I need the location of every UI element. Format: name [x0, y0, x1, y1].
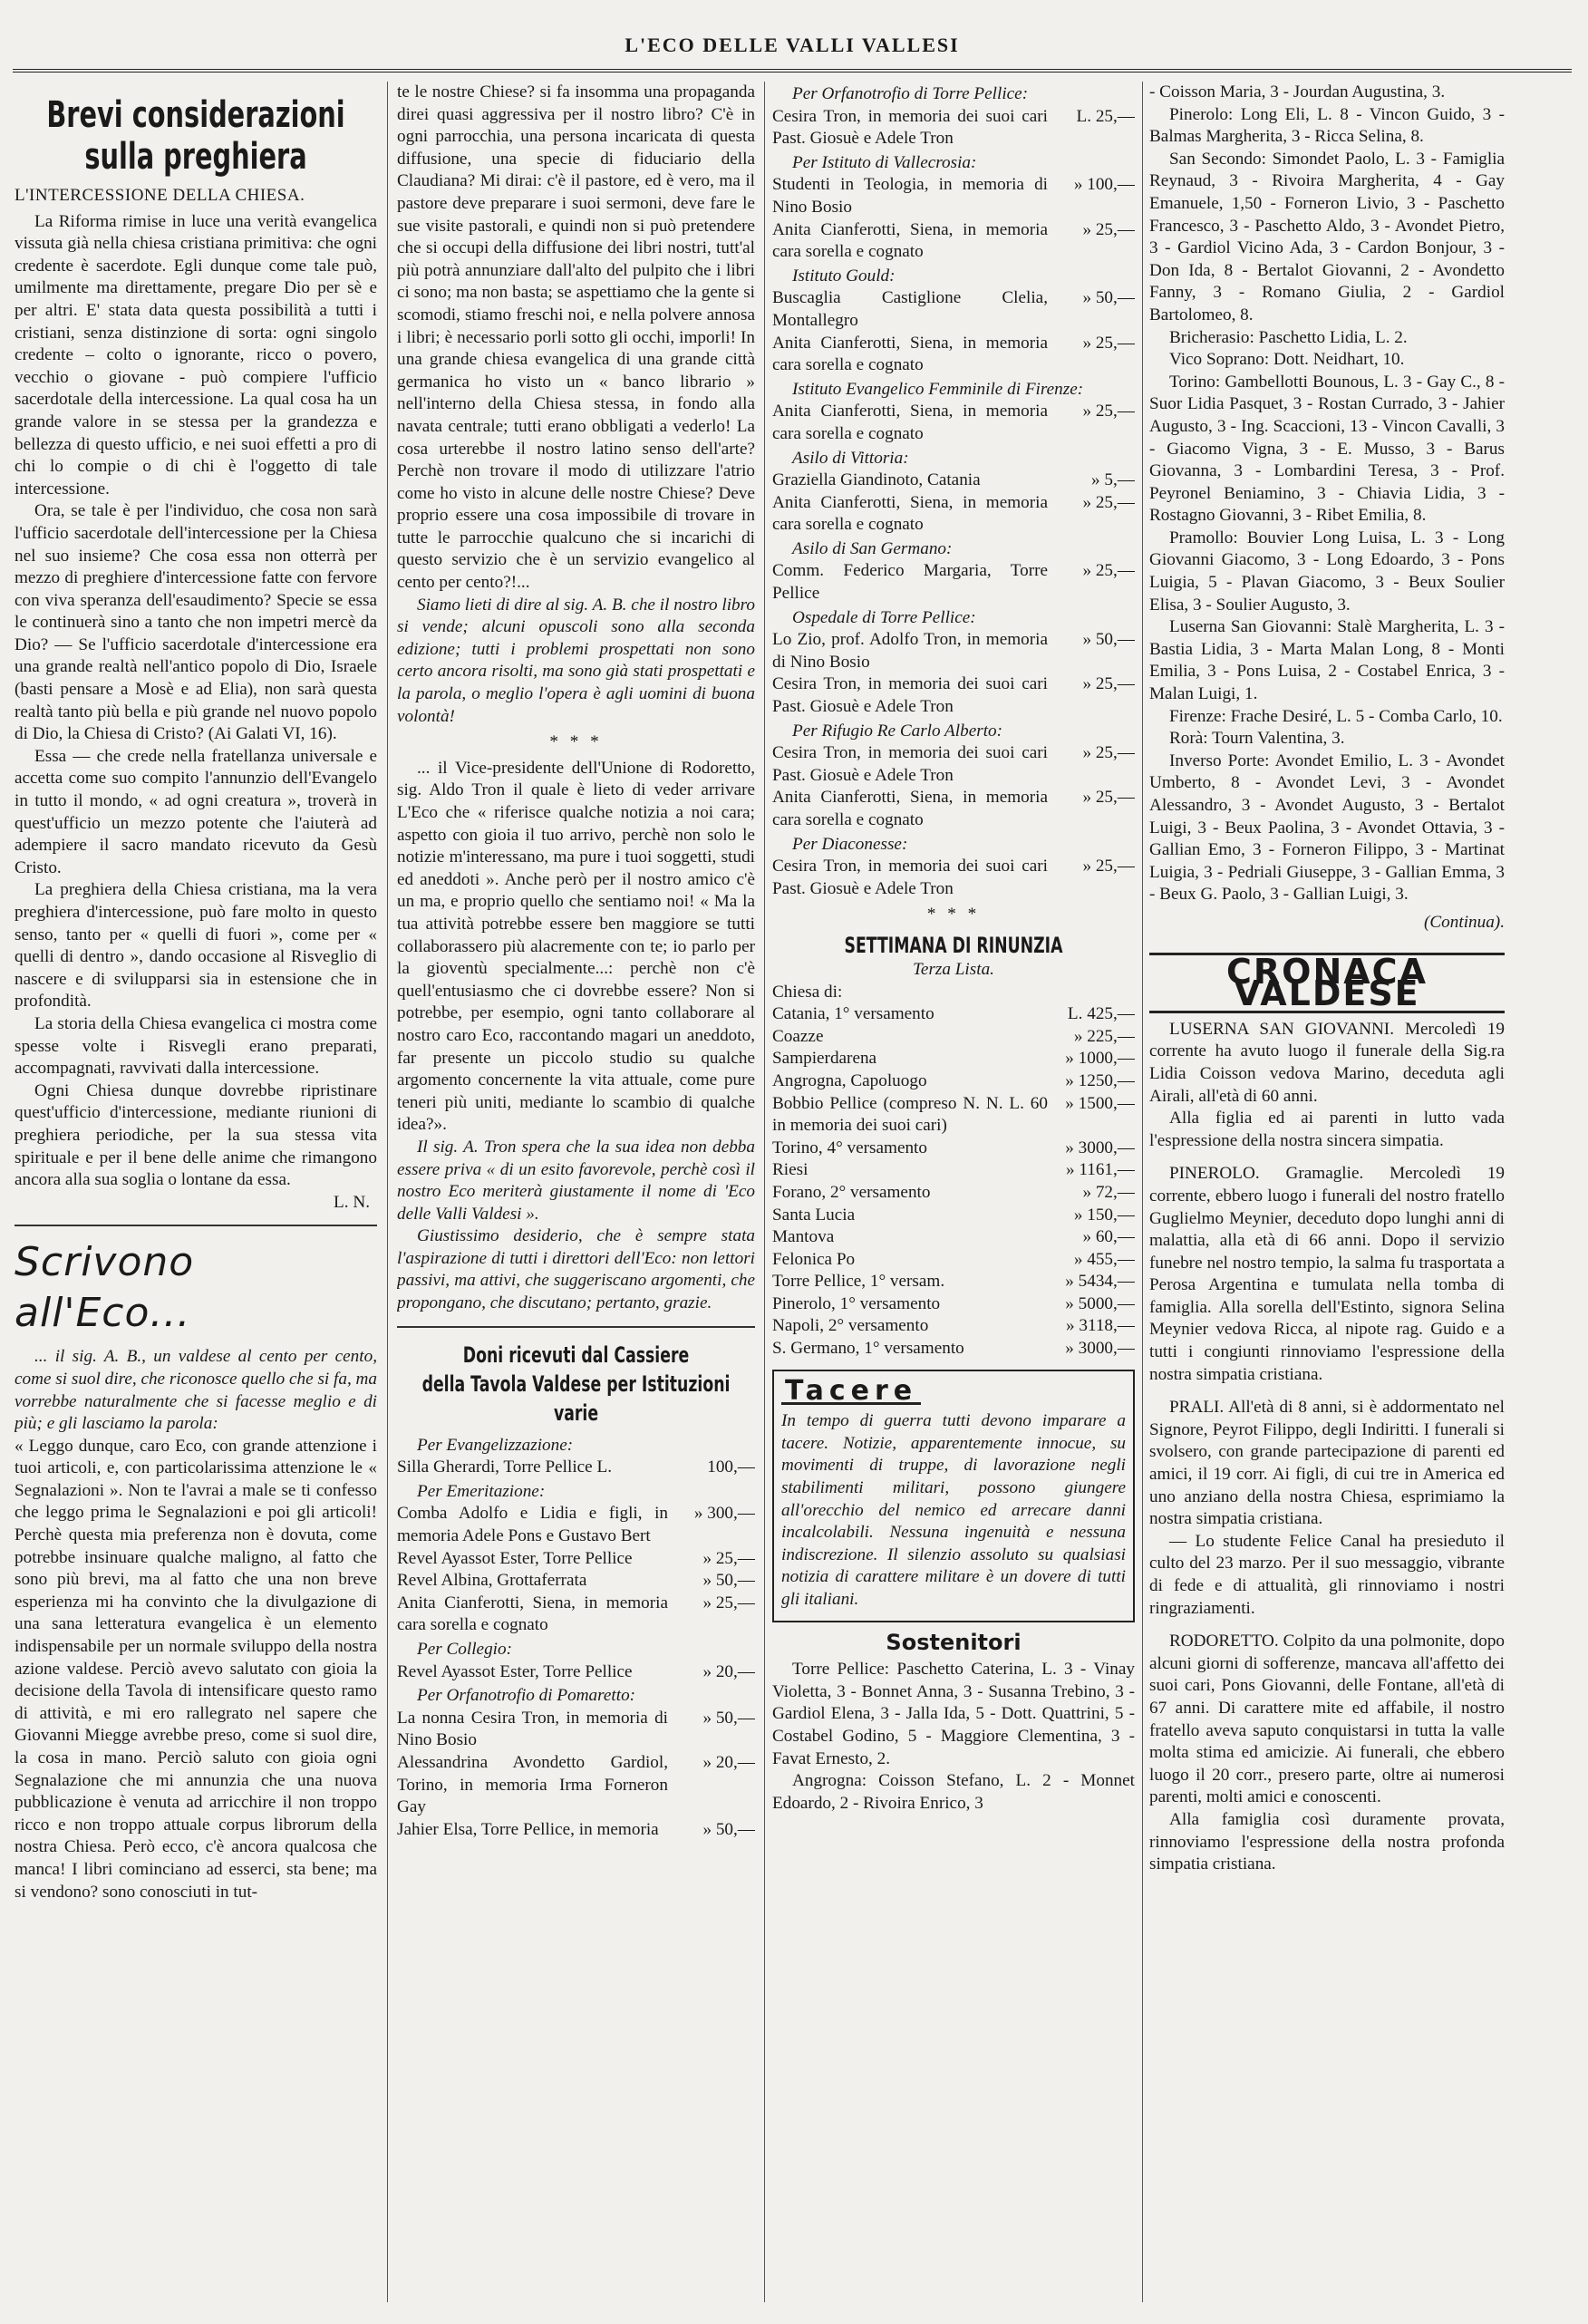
list-item: [772, 1138, 1135, 1160]
paragraph: « Leggo dunque, caro Eco, con grande attenzione i tuoi articoli, e, con particolarissima attenzione le « Segnalazioni ». Non te l'avrai a male se ti confesso che leggo prima le Segnalazioni e poi gli articoli! Perchè questa mia preferenza non è dovuta, come potrebbe insinuare qualche maligno, al fatto che sono più brevi, ma al fatto che una non breve esperienza mi ha convinto che la divulgazione di una sana letteratura evangelica è un elemento indispensabile per un normale sviluppo della nostra azione valdese. Perciò avevo salutato con gioia la decisione della Tavola di intensificare questo ramo di attività, e mi ero rallegrato nel sapere che Giovanni Miegge avrebbe preso, come si suol dire, la cosa in mano. Perciò saluto con gioia ogni Segnalazione che mi annunzia che una nuova pubblicazione è venuta ad arricchire il non troppo ricco e non troppo attuale corpus librorum della nostra Chiesa. Però ecco, c'è ancora qualcosa che manca! I libri cominciano ad esserci, sta bene; ma si vendono? sono conosciuti in tut-: [15, 1436, 377, 1902]
list-item: [397, 1661, 755, 1684]
list-category: Istituto Evangelico Femminile di Firenze:: [792, 379, 1084, 399]
paragraph: La preghiera della Chiesa cristiana, ma la vera preghiera d'intercessione, può fare molto in questo senso, tanto per « quelli di fuori », come per « quelli di dentro », dando occasione al Risveglio di nascere e di svilupparsi sia in estensione che in profondità.: [15, 880, 377, 1012]
signature: L. N.: [334, 1192, 370, 1212]
paragraph: La storia della Chiesa evangelica ci mostra come spesse volte i Risvegli erano preparati, accompagnati, ravvivati dalla intercessione.: [15, 1013, 377, 1079]
item-amount: » 1000,—: [1065, 1049, 1135, 1069]
section-title: [421, 1341, 731, 1428]
item-label: Bobbio Pellice (compreso N. N. L. 60 in memoria dei suoi cari): [772, 1093, 1048, 1136]
item-amount: » 3000,—: [1065, 1138, 1135, 1157]
item-label: Felonica Po: [772, 1249, 856, 1269]
offerings-list: [772, 1003, 1135, 1361]
paragraph: Essa — che crede nella fratellanza universale e accetta come suo compito l'annunzio dell'Evangelo in tutto il mondo, « ad ogni creatura », troverà in quest'ufficio un mezzo potente che l'aiuterà ad adempiere il sacro mandato ricevuto da Gesù Cristo.: [15, 746, 377, 877]
column-1: [15, 82, 377, 2302]
item-label: Comm. Federico Margaria, Torre Pellice: [772, 561, 1048, 604]
list-item: [397, 1708, 755, 1752]
item-label: Anita Cianferotti, Siena, in memoria cara sorella e cognato: [772, 788, 1048, 829]
donations-list: [772, 83, 1135, 900]
item-label: La nonna Cesira Tron, in memoria di Nino Bosio: [397, 1708, 668, 1750]
paragraph: Ora, se tale è per l'individuo, che cosa non sarà l'ufficio sacerdotale dell'intercessione per la Chiesa nel suo insieme? Che cosa essa non otterrà per mezzo di preghiere d'intercessione fatte con fervore con viva speranza dell'esaudimento? Specie se essa le continuerà sino a tanto che non impetri mercè da Dio? — Se l'ufficio sacerdotale d'intercessione era una grande realtà nell'antico popolo di Dio, Israele (basti pensare a Mosè e ad Elia), non sarà questa realtà tanto più bella e più grande nel nuovo popolo di Dio, la Chiesa di Cristo? (Ai Galati VI, 16).: [15, 501, 377, 744]
list-heading: Chiesa di:: [772, 982, 843, 1002]
list-item: [772, 1271, 1135, 1293]
item-amount: » 1500,—: [1065, 1093, 1135, 1113]
item-amount: » 5000,—: [1065, 1293, 1135, 1313]
item-amount: » 1161,—: [1065, 1160, 1135, 1180]
spacer: [1149, 1152, 1505, 1163]
item-label: Revel Ayassot Ester, Torre Pellice: [397, 1661, 633, 1681]
item-amount: » 5,—: [1091, 470, 1135, 490]
list-item: [397, 1503, 755, 1547]
item-amount: » 50,—: [702, 1819, 755, 1839]
spacer: [1149, 1620, 1505, 1631]
list-category: Per Istituto di Vallecrosia:: [792, 152, 977, 172]
item-amount: » 455,—: [1073, 1249, 1135, 1269]
list-item: [772, 560, 1135, 605]
notice-title: Tacere: [781, 1380, 921, 1406]
article-title: [26, 94, 365, 178]
list-category: Asilo di Vittoria:: [792, 448, 909, 468]
list-item: [772, 1338, 1135, 1361]
continued-note: (Continua).: [1423, 912, 1505, 932]
column-2: [397, 82, 755, 2302]
list-item: [772, 1070, 1135, 1093]
paragraph: Inverso Porte: Avondet Emilio, L. 3 - Avondet Umberto, 8 - Avondet Levi, 3 - Avondet Alessandro, 3 - Avondet Augusto, 3 - Bertalot Luigi, 3 - Beux Paolina, 3 - Avondet Ottavia, 3 - Gallian Emo, 3 - Forneron Filippo, 3 - Martinat Luigia, 3 - Pedriali Giuseppe, 3 - Gallian Emma, 3 - Beux G. Paolo, 3 - Gallian Luigi, 3.: [1149, 750, 1505, 905]
item-label: S. Germano, 1° versamento: [772, 1339, 964, 1359]
item-amount: » 25,—: [702, 1593, 755, 1612]
item-label: Forano, 2° versamento: [772, 1182, 931, 1202]
item-amount: » 100,—: [1073, 175, 1135, 195]
item-amount: » 25,—: [1082, 402, 1135, 421]
list-item: [772, 742, 1135, 787]
divider: [15, 1225, 377, 1226]
item-amount: » 3118,—: [1065, 1316, 1135, 1336]
item-amount: » 72,—: [1082, 1182, 1135, 1202]
list-category: Istituto Gould:: [792, 266, 896, 286]
list-item: [772, 856, 1135, 900]
item-label: Coazze: [772, 1026, 824, 1046]
item-label: Catania, 1° versamento: [772, 1004, 934, 1024]
column-4: [1149, 82, 1505, 2302]
item-amount: » 25,—: [1082, 333, 1135, 353]
item-label: Santa Lucia: [772, 1205, 856, 1225]
paragraph: La Riforma rimise in luce una verità evangelica vissuta già nella chiesa cristiana primitiva: che ogni credente è sacerdote. Egli dunque come tale può, umilmente ma direttamente, pregare Dio per sè e per altri. E' stata data questa possibilità a tutti i cristiani, senza distinzione di sorta: ogni singolo credente – colto o ignorante, ricco o povero, vecchio o giovane - può compiere l'ufficio sacerdotale della intercessione. La qual cosa ha un grande valore in se stessa per la grandezza e bellezza di questo ufficio, e nei suoi effetti a pro di chi lo compie o di chi è l'oggetto di tale intercessione.: [15, 211, 377, 499]
paragraph: Bricherasio: Paschetto Lidia, L. 2.: [1169, 327, 1408, 347]
item-label: Revel Ayassot Ester, Torre Pellice: [397, 1548, 633, 1568]
item-label: Buscaglia Castiglione Clelia, Montallegro: [772, 288, 1048, 330]
list-category: Per Rifugio Re Carlo Alberto:: [792, 721, 1003, 741]
paragraph: te le nostre Chiese? si fa insomma una propaganda direi quasi aggressiva per il nostro libro? C'è in ogni parrocchia, una persona incaricata di questa diffusione, una specie di fiduciario della Claudiana? Mi dirai: c'è il pastore, ed è vero, ma il pastore deve preparare i suoi sermoni, deve fare le sue visite pastorali, e quindi non si può pretendere che si occupi della diffusione dei libri nostri, tutt'al più potrà annunziare dall'alto del pulpito che i libri ci sono; ma non basta; se aspettiamo che la gente si scomodi, stiamo freschi noi, e nella polvere annosa i libri; è necessario porli sotto gli occhi, imporli! In una grande chiesa evangelica di una grande città germanica ho visto un « banco librario » nell'interno della Chiesa stessa, in fondo alla navata centrale; tutti erano obbligati a vederlo! La cosa urterebbe il nostro latino senso dell'arte? Perchè non trovare il modo di utilizzare l'atrio come ho visto in alcune delle nostre Chiese? Deve proprio essere una cosa impossibile di trovare in tutte le parrocchie qualcuno che si incarichi di questo servizio che è un servizio evangelico al cento per cento?!...: [397, 82, 755, 593]
item-amount: L. 425,—: [1067, 1004, 1135, 1024]
item-amount: » 60,—: [1082, 1227, 1135, 1247]
list-item: [772, 492, 1135, 537]
paragraph: PRALI. All'età di 8 anni, si è addormentato nel Signore, Peyrot Filippo, degli Indiritti. I funerali si svolsero, con grande partecipazione di parenti ed amici, il 19 corr. Ai figli, di cui tre in America ed uno anziano della nostra Chiesa, esprimiamo la nostra simpatia cristiana.: [1149, 1398, 1505, 1529]
item-label: Alessandrina Avondetto Gardiol, Torino, in memoria Irma Forneron Gay: [397, 1752, 668, 1817]
paragraph: Luserna San Giovanni: Stalè Margherita, L. 3 - Bastia Lidia, 3 - Marta Malan Long, 8 - Monti Emilia, 3 - Pons Luisa, 2 - Costabel Enrica, 3 - Malan Luigi, 1.: [1149, 617, 1505, 704]
article-subtitle: L'INTERCESSIONE DELLA CHIESA.: [15, 186, 305, 205]
section-title: SETTIMANA DI RINUNZIA: [844, 932, 1063, 958]
list-item: [397, 1570, 755, 1593]
item-amount: » 50,—: [702, 1571, 755, 1591]
list-item: [772, 1205, 1135, 1227]
list-item: [772, 1182, 1135, 1205]
item-label: Napoli, 2° versamento: [772, 1316, 929, 1336]
item-amount: » 50,—: [702, 1708, 755, 1728]
item-amount: » 25,—: [1082, 857, 1135, 876]
list-item: [397, 1819, 755, 1842]
list-item: [397, 1548, 755, 1571]
list-item: [772, 1315, 1135, 1338]
item-label: Cesira Tron, in memoria dei suoi cari Past. Giosuè e Adele Tron: [772, 106, 1048, 149]
list-item: [772, 333, 1135, 377]
item-label: Comba Adolfo e Lidia e figli, in memoria Adele Pons e Gustavo Bert: [397, 1504, 668, 1546]
notice-text: In tempo di guerra tutti devono imparare a tacere. Notizie, apparentemente innocue, su movimenti di truppe, di lavorazione negli stabilimenti militari, possono giungere all'orecchio del nemico ed arrecare danni incalcolabili. Nessuna ingenuità e nessuna indiscrezione. Il silenzio assoluto su qualsiasi notizia di carattere militare è un dovere di tutti gli italiani.: [781, 1411, 1126, 1609]
item-label: Cesira Tron, in memoria dei suoi cari Past. Giosuè e Adele Tron: [772, 674, 1048, 717]
item-label: Anita Cianferotti, Siena, in memoria cara sorella e cognato: [772, 402, 1048, 443]
list-category: Per Orfanotrofio di Pomaretto:: [417, 1686, 636, 1706]
spacer: [1149, 1386, 1505, 1397]
paragraph: San Secondo: Simondet Paolo, L. 3 - Famiglia Reynaud, 3 - Rivoira Margherita, 4 - Gay Emanuele, 1,50 - Forneron Livio, 3 - Paschetto Francesco, 3 - Paschetto Aldo, 3 - Avondet Pietro, 3 - Gardiol Vicino Ada, 3 - Cardon Bonjour, 3 - Don Ida, 8 - Bertalot Giovanni, 2 - Avondetto Fanny, 3 - Romano Giulia, 2 - Gardiol Bartolomeo, 8.: [1149, 149, 1505, 324]
divider: [397, 1326, 755, 1328]
list-item: [397, 1752, 755, 1819]
paragraph: RODORETTO. Colpito da una polmonite, dopo alcuni giorni di sofferenze, mancava all'affetto dei suoi cari, Pons Giovanni, delle Fontane, all'età di 67 anni. Di carattere mite ed affabile, il nostro fratello aveva saputo conquistarsi in tutta la valle molta stima ed amicizie. Ai funerali, che ebbero luogo il 20 corr., presero parte, oltre ai numerosi parenti, molti amici e conoscenti.: [1149, 1632, 1505, 1807]
section-title: Sostenitori: [886, 1629, 1022, 1655]
item-label: Revel Albina, Grottaferrata: [397, 1571, 587, 1591]
list-item: [772, 1249, 1135, 1272]
paragraph: Pramollo: Bouvier Long Luisa, L. 3 - Long Giovanni Giacomo, 3 - Long Edoardo, 3 - Pons Luigia, 5 - Plavan Giacomo, 3 - Beux Soulier Elisa, 3 - Soulier Augusto, 3.: [1149, 528, 1505, 615]
paragraph: ... il Vice-presidente dell'Unione di Rodoretto, sig. Aldo Tron il quale è lieto di veder arrivare L'Eco che « riferisce qualche notizia a noi cara; aspetto con gioia il tuo arrivo, perchè non solo le notizie m'interessano, ma pure i tuoi soggetti, studi ed aneddoti ». Anche però per il nostro amico c'è un ma, e proprio quello che sentiamo noi! « Ma la tua attività potrebbe essere ben maggiore se tutti collaborassero più alacremente con te; io parlo per la gioventù specialmente...: perchè non c'è quell'entusiasmo che ci dovrebbe essere? Non si potrebbe, per esempio, ogni tanto collaborare al nostro caro Eco, raccontando magari un aneddoto, far presente un piccolo studio su qualche argomento concernente la vita attuale, come pure teneri più uniti, mediante lo scambio di qualche idea?».: [397, 758, 755, 1135]
paragraph: Siamo lieti di dire al sig. A. B. che il nostro libro si vende; alcuni opuscoli sono alla seconda edizione; tutti i problemi prospettati non sono certo ancora risolti, ma sono già stati prospettati e la parola, o meglio l'opera è agli uomini di buona volontà!: [397, 595, 755, 726]
list-item: [772, 1293, 1135, 1316]
paragraph: Alla famiglia così duramente provata, rinnoviamo l'espressione della nostra profonda simpatia cristiana.: [1149, 1809, 1505, 1874]
list-category: Per Evangelizzazione:: [417, 1435, 574, 1455]
item-amount: 100,—: [707, 1457, 755, 1477]
item-amount: » 3000,—: [1065, 1339, 1135, 1359]
column-rule: [387, 82, 388, 2302]
item-amount: » 20,—: [702, 1752, 755, 1772]
list-item: [772, 1159, 1135, 1182]
article-title-line: sulla preghiera: [84, 136, 307, 178]
article-body: [15, 211, 377, 1192]
item-label: Lo Zio, prof. Adolfo Tron, in memoria di Nino Bosio: [772, 630, 1048, 672]
list-item: [772, 629, 1135, 673]
list-item: [772, 1226, 1135, 1249]
item-amount: » 25,—: [1082, 788, 1135, 808]
paragraph: Torino: Gambellotti Bounous, L. 3 - Gay C., 8 - Suor Lidia Pasquet, 3 - Rostan Currado, 3 - Jahier Augusto, 3 - Ing. Scaccioni, 13 - Vincon Cavalli, 3 - Giacomo Vigna, 3 - E. Musso, 3 - Barus Giovanna, 3 - Lombardini Teresa, 3 - Prof. Peyronel Beniamino, 3 - Chiavia Lidia, 3 - Rostagno Giovanni, 3 - Ribet Emilia, 8.: [1149, 372, 1505, 526]
item-amount: » 25,—: [1082, 561, 1135, 581]
item-amount: » 25,—: [1082, 743, 1135, 763]
list-item: [772, 219, 1135, 264]
paragraph: Alla figlia ed ai parenti in lutto vada l'espressione della nostra sincera simpatia.: [1149, 1109, 1505, 1150]
item-amount: » 50,—: [1082, 630, 1135, 650]
item-label: Jahier Elsa, Torre Pellice, in memoria: [397, 1819, 659, 1839]
column-rule: [764, 82, 765, 2302]
list-item: [772, 1048, 1135, 1070]
item-label: Graziella Giandinoto, Catania: [772, 470, 981, 490]
item-amount: » 300,—: [693, 1504, 755, 1524]
item-amount: » 50,—: [1082, 288, 1135, 308]
paragraph: Il sig. A. Tron spera che la sua idea non debba essere priva « di un esito favorevole, perchè così il nostro Eco meriterà giustamente il nome di 'Eco delle Valli Valdesi ».: [397, 1137, 755, 1224]
item-amount: L. 25,—: [1076, 106, 1135, 126]
paragraph: Rorà: Tourn Valentina, 3.: [1169, 729, 1345, 749]
item-label: Angrogna, Capoluogo: [772, 1070, 927, 1090]
item-amount: » 225,—: [1073, 1026, 1135, 1046]
list-item: [772, 470, 1135, 492]
item-amount: » 25,—: [1082, 674, 1135, 694]
item-amount: » 20,—: [702, 1661, 755, 1681]
paragraph: - Coisson Maria, 3 - Jourdan Augustina, 3.: [1149, 82, 1446, 102]
list-category: Per Orfanotrofio di Torre Pellice:: [792, 84, 1029, 103]
separator-stars: * * *: [549, 732, 603, 752]
article-title-line: Brevi considerazioni: [46, 94, 345, 136]
item-amount: » 25,—: [1082, 492, 1135, 512]
item-amount: » 150,—: [1073, 1205, 1135, 1225]
paragraph: Angrogna: Coisson Stefano, L. 2 - Monnet Edoardo, 2 - Rivoira Enrico, 3: [772, 1771, 1135, 1813]
list-item: [772, 673, 1135, 718]
item-label: Anita Cianferotti, Siena, in memoria cara sorella e cognato: [772, 333, 1048, 375]
item-amount: » 1250,—: [1065, 1070, 1135, 1090]
section-title-line: Doni ricevuti dal Cassiere: [462, 1341, 690, 1368]
paragraph: PINEROLO. Gramaglie. Mercoledì 19 corrente, ebbero luogo i funerali del nostro fratello Guglielmo Meynier, deceduto dopo lunghi anni di malattia, alla età di 66 anni. Dopo il servizio funebre nel nostro tempio, la salma fu trasportata a Perosa Argentina e tumulata nella tomba di famiglia. Alla sorella dell'Estinto, signora Selina Meynier vedova Ricca, al nipote rag. Guido e a tutti i congiunti rinnoviamo l'espressione della nostra simpatia cristiana.: [1149, 1164, 1505, 1384]
list-item: [772, 106, 1135, 150]
list-category: Ospedale di Torre Pellice:: [792, 607, 976, 627]
paragraph: Ogni Chiesa dunque dovrebbe ripristinare quest'ufficio d'intercessione, mediante riunioni di preghiera periodiche, per la sua stessa vita spirituale e per il bene delle anime che rimangono ancora alla sua soglia o lontane da essa.: [15, 1080, 377, 1190]
list-item: [772, 787, 1135, 831]
donations-list: [397, 1435, 755, 1842]
paragraph: Giustissimo desiderio, che è sempre stata l'aspirazione di tutti i direttori dell'Eco: non lettori passivi, ma attivi, che suggeriscano argomenti, che propongano, che discutano; pertanto, grazie.: [397, 1226, 755, 1313]
column-3: [772, 82, 1135, 2302]
item-label: Sampierdarena: [772, 1049, 877, 1069]
masthead: L'ECO DELLE VALLI VALLESI: [13, 22, 1572, 73]
list-item: [772, 287, 1135, 332]
item-label: Studenti in Teologia, in memoria di Nino Bosio: [772, 175, 1048, 217]
section-subtitle: Terza Lista.: [913, 959, 994, 979]
paragraph: ... il sig. A. B., un valdese al cento per cento, come si suol dire, che riconosce quello che si fa, ma vorrebbe naturalmente che si facesse meglio e di più; e gli lasciamo la parola:: [15, 1347, 377, 1434]
paragraph: Vico Soprano: Dott. Neidhart, 10.: [1169, 350, 1405, 370]
item-label: Torre Pellice, 1° versam.: [772, 1272, 945, 1292]
item-label: Cesira Tron, in memoria dei suoi cari Past. Giosuè e Adele Tron: [772, 857, 1048, 898]
item-label: Pinerolo, 1° versamento: [772, 1293, 941, 1313]
list-item: [772, 401, 1135, 445]
paragraph: Pinerolo: Long Eli, L. 8 - Vincon Guido, 3 - Balmas Margherita, 3 - Ricca Selina, 8.: [1149, 104, 1505, 147]
list-item: [397, 1457, 755, 1479]
list-category: Per Emeritazione:: [417, 1481, 546, 1501]
paragraph: — Lo studente Felice Canal ha presieduto il culto del 23 marzo. Per il suo messaggio, vibrante di fede e di attualità, gli rinnoviamo i nostri ringraziamenti.: [1149, 1531, 1505, 1618]
item-label: Mantova: [772, 1227, 835, 1247]
list-item: [772, 1026, 1135, 1049]
list-item: [397, 1593, 755, 1637]
item-label: Anita Cianferotti, Siena, in memoria cara sorella e cognato: [397, 1593, 668, 1635]
item-label: Riesi: [772, 1160, 809, 1180]
item-label: Anita Cianferotti, Siena, in memoria cara sorella e cognato: [772, 492, 1048, 535]
list-item: [772, 174, 1135, 218]
list-category: Per Collegio:: [417, 1640, 512, 1659]
item-label: Cesira Tron, in memoria dei suoi cari Past. Giosuè e Adele Tron: [772, 743, 1048, 785]
paragraph: LUSERNA SAN GIOVANNI. Mercoledì 19 corrente ha avuto luogo il funerale della Sig.ra Lidia Coisson vedova Marino, deceduta agli Airali, all'età di 60 anni.: [1149, 1019, 1505, 1106]
item-label: Torino, 4° versamento: [772, 1138, 927, 1157]
column-rule: [1142, 82, 1143, 2302]
item-label: Anita Cianferotti, Siena, in memoria cara sorella e cognato: [772, 219, 1048, 262]
separator-stars: * * *: [926, 905, 981, 925]
item-amount: » 25,—: [1082, 219, 1135, 239]
section-title: CRONACA VALDESE: [1149, 953, 1505, 1013]
item-label: Silla Gherardi, Torre Pellice L.: [397, 1457, 613, 1477]
list-item: [772, 1093, 1135, 1138]
paragraph: Firenze: Frache Desiré, L. 5 - Comba Carlo, 10.: [1169, 706, 1503, 726]
list-category: Asilo di San Germano:: [792, 538, 953, 558]
item-amount: » 5434,—: [1065, 1272, 1135, 1292]
paragraph: Torre Pellice: Paschetto Caterina, L. 3 - Vinay Violetta, 3 - Bonnet Anna, 3 - Susanna Trebino, 3 - Gardiol Elena, 3 - Jalla Ida, 5 - Dott. Quattrini, 5 - Costabel Godino, 5 - Maggiore Clementina, 3 - Favat Ernesto, 2.: [772, 1660, 1135, 1768]
list-item: [772, 1003, 1135, 1026]
section-title-line: della Tavola Valdese per Istituzioni varie: [421, 1370, 731, 1426]
list-category: Per Diaconesse:: [792, 834, 908, 854]
notice-box: [772, 1370, 1135, 1622]
item-amount: » 25,—: [702, 1548, 755, 1568]
section-title: Scrivono all'Eco...: [15, 1239, 195, 1337]
